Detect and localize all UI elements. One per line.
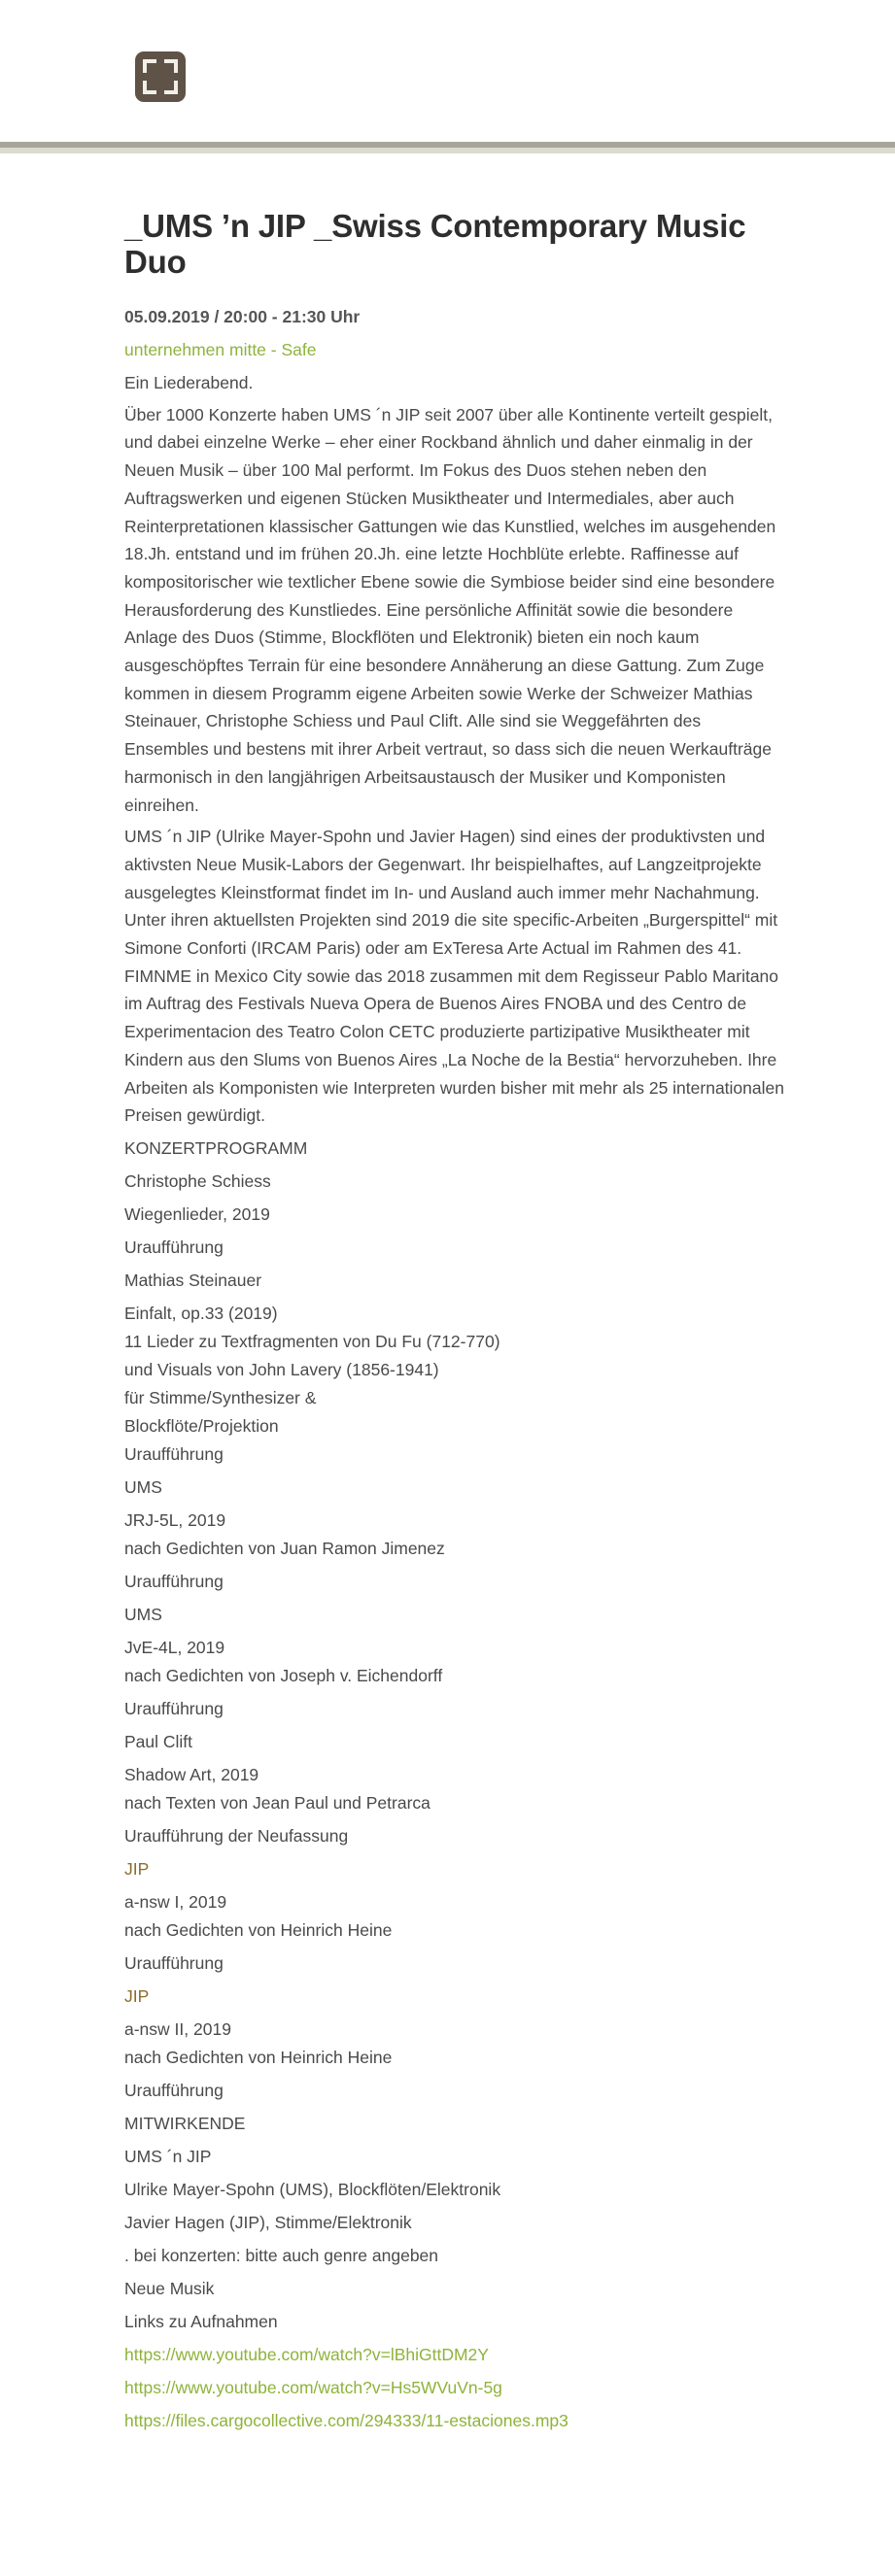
event-intro: Ein Liederabend.	[124, 373, 254, 392]
performer-member: Javier Hagen (JIP), Stimme/Elektronik	[124, 2212, 412, 2232]
program-heading: KONZERTPROGRAMM	[124, 1137, 308, 1158]
work-line: Blockflöte/Projektion	[124, 1415, 279, 1436]
work-line: 11 Lieder zu Textfragmenten von Du Fu (712-770)	[124, 1331, 500, 1351]
work-line: und Visuals von John Lavery (1856-1941)	[124, 1359, 439, 1379]
work-composer: Christophe Schiess	[124, 1170, 271, 1191]
recording-link[interactable]: https://www.youtube.com/watch?v=lBhiGttDM2Y	[124, 2344, 489, 2364]
work-line: Shadow Art, 2019	[124, 1764, 259, 1784]
work-line: a-nsw II, 2019	[124, 2018, 231, 2039]
recording-link[interactable]: https://files.cargocollective.com/294333/11-estaciones.mp3	[124, 2410, 568, 2430]
event-title: _UMS ’n JIP _Swiss Contemporary Music Duo	[124, 208, 746, 280]
work-status: Uraufführung	[124, 2080, 224, 2100]
work-line: nach Gedichten von Juan Ramon Jimenez	[124, 1538, 445, 1558]
event-paragraph-2: UMS ´n JIP (Ulrike Mayer-Spohn und Javier Hagen) sind eines der produktivsten und aktivsten Neue Musik-Labors der Gegenwart. Ihr beispielhaftes, auf Langzeitprojekte ausgelegtes Kleinstformat findet im In- und Ausland auch immer mehr Nachahmung. Unter ihren aktuellsten Projekten sind 2019 die site specific-Arbeiten „Burgerspittel“ mit Simone Conforti (IRCAM Paris) oder am ExTeresa Arte Actual im Rahmen des 41. FIMNME in Mexico City sowie das 2018 zusammen mit dem Regisseur Pablo Maritano im Auftrag des Festivals Nueva Opera de Buenos Aires FNOBA und des Centro de Experimentacion des Teatro Colon CETC produzierte partizipative Musiktheater mit Kindern aus den Slums von Buenos Aires „La Noche de la Bestia“ hervorzuheben. Ihre Arbeiten als Komponisten wie Interpreten wurden bisher mit mehr als 25 internationalen Preisen gewürdigt.	[124, 827, 784, 1126]
work-line: JRJ-5L, 2019	[124, 1509, 226, 1530]
work-line: nach Texten von Jean Paul und Petrarca	[124, 1792, 430, 1813]
recordings-section	[124, 2308, 785, 2435]
fullscreen-icon	[135, 51, 186, 102]
work-status: Uraufführung	[124, 1237, 224, 1257]
work-line: a-nsw I, 2019	[124, 1891, 227, 1912]
work-composer: UMS	[124, 1476, 162, 1497]
work-line: Wiegenlieder, 2019	[124, 1203, 270, 1224]
work-status: Uraufführung	[124, 1698, 224, 1718]
work-composer: Paul Clift	[124, 1731, 193, 1751]
work-line: nach Gedichten von Joseph v. Eichendorff	[124, 1665, 443, 1685]
recordings-heading: Links zu Aufnahmen	[124, 2311, 278, 2331]
work-line: Einfalt, op.33 (2019)	[124, 1303, 278, 1323]
event-content	[124, 208, 785, 2435]
work-composer: Mathias Steinauer	[124, 1270, 262, 1290]
work-status: Uraufführung der Neufassung	[124, 1825, 349, 1846]
fullscreen-button[interactable]	[135, 51, 186, 102]
top-bar	[0, 0, 895, 144]
work-line: nach Gedichten von Heinrich Heine	[124, 2047, 393, 2067]
event-datetime: 05.09.2019 / 20:00 - 21:30 Uhr	[124, 307, 361, 326]
performers-heading: MITWIRKENDE	[124, 2113, 246, 2133]
work-status: Uraufführung	[124, 1952, 224, 1973]
work-composer: JIP	[124, 1858, 150, 1879]
work-line: JvE-4L, 2019	[124, 1637, 225, 1657]
performers-section	[124, 2110, 785, 2303]
work-composer: JIP	[124, 1985, 150, 2006]
program-section	[124, 1135, 785, 2105]
work-line: nach Gedichten von Heinrich Heine	[124, 1919, 393, 1940]
work-line: für Stimme/Synthesizer &	[124, 1387, 317, 1407]
performer-member: Ulrike Mayer-Spohn (UMS), Blockflöten/Elektronik	[124, 2179, 501, 2199]
work-status: Uraufführung	[124, 1443, 224, 1464]
ensemble-name: UMS ´n JIP	[124, 2146, 212, 2166]
work-status: Uraufführung	[124, 1571, 224, 1591]
recording-link[interactable]: https://www.youtube.com/watch?v=Hs5WVuVn-5g	[124, 2377, 502, 2397]
header-divider-shadow	[0, 148, 895, 153]
work-composer: UMS	[124, 1604, 162, 1624]
genre-value: Neue Musik	[124, 2278, 215, 2298]
venue-link[interactable]: unternehmen mitte - Safe	[124, 340, 317, 359]
event-paragraph-1: Über 1000 Konzerte haben UMS ´n JIP seit 2007 über alle Kontinente verteilt gespielt, und dabei einzelne Werke – eher einer Rockband ähnlich und daher einmalig in der Neuen Musik – über 100 Mal performt. Im Fokus des Duos stehen neben den Auftragswerken und eigenen Stücken Musiktheater und Intermediales, aber auch Reinterpretationen klassischer Gattungen wie das Kunstlied, welches im ausgehenden 18.Jh. entstand und im frühen 20.Jh. eine letzte Hochblüte erlebte. Raffinesse auf kompositorischer wie textlicher Ebene sowie die Symbiose beider sind eine besondere Herausforderung des Kunstliedes. Eine persönliche Affinität sowie die besondere Anlage des Duos (Stimme, Blockflöten und Elektronik) bieten ein noch kaum ausgeschöpftes Terrain für eine besondere Annäherung an diese Gattung. Zum Zuge kommen in diesem Programm eigene Arbeiten sowie Werke der Schweizer Mathias Steinauer, Christophe Schiess und Paul Clift. Alle sind sie Weggefährten des Ensembles und bestens mit ihrer Arbeit vertraut, so dass sich die neuen Werkaufträge harmonisch in den langjährigen Arbeitsaustausch der Musiker und Komponisten einreihen.	[124, 404, 776, 815]
genre-note: . bei konzerten: bitte auch genre angeben	[124, 2245, 439, 2265]
